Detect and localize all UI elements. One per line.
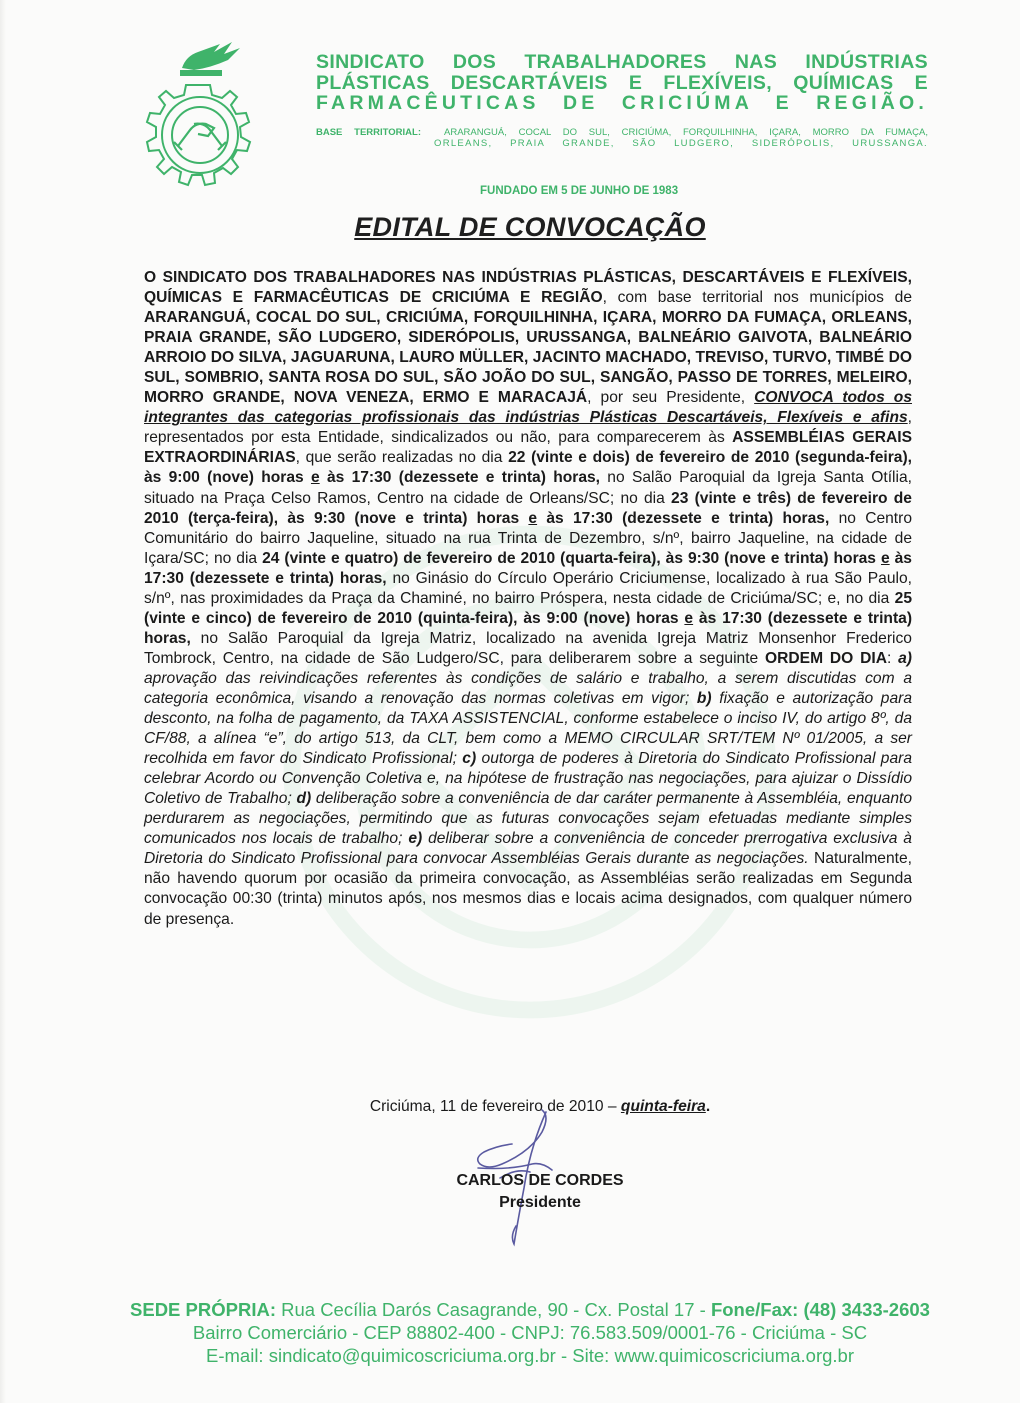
agenda-item-e-label: e): [408, 830, 423, 848]
meeting-1-location: no Salão Paroquial da Igreja Santa Otília, situado na Praça Celso Ramos, Centro na cidade de Orleans/SC; no dia: [144, 469, 912, 507]
base-territorial-label: BASE TERRITORIAL:: [316, 127, 422, 138]
agenda-item-e: deliberar sobre a conveniência de conceder prerrogativa exclusiva à Diretoria do Sindicato Profissional para convocar Assembléias Gerais durante as negociações.: [144, 830, 912, 868]
signer-role: Presidente: [499, 1194, 581, 1211]
meeting-4-time: às 17:30 (dezessete e trinta) horas,: [144, 609, 913, 647]
document-body: [144, 268, 912, 930]
meeting-4-date: 25 (vinte e cinco) de fevereiro de 2010 (quinta-feira), às 9:00 (nove) horas: [144, 589, 912, 627]
signer-block: [330, 1170, 750, 1214]
letterhead-footer: [80, 1298, 980, 1367]
page-edge-shadow: [0, 0, 6, 1403]
founded-date: FUNDADO EM 5 DE JUNHO DE 1983: [480, 185, 679, 197]
footer-headquarters-label: SEDE PRÓPRIA:: [130, 1299, 276, 1320]
date-end: .: [705, 1098, 711, 1115]
meeting-2-date: 23 (vinte e três) de fevereiro de 2010 (terça-feira), às 9:30 (nove e trinta) horas: [144, 489, 912, 527]
signer-name: CARLOS DE CORDES: [456, 1172, 624, 1189]
closing-text: Naturalmente, não havendo quorum por ocasião da primeira convocação, as Assembléias serão realizadas em Segunda convocação 00:30 (trinta) minutos após, nos mesmos dias e locais acima designados, com qualquer número de presença.: [144, 850, 912, 928]
union-logo-icon: [110, 38, 290, 208]
agenda-item-c: outorga de poderes à Diretoria do Sindicato Profissional para celebrar Acordo ou Convenção Coletiva e, na hipótese de frustração nas negociações, para ajuizar o Dissídio Coletivo de Trabalho;: [144, 750, 912, 808]
conjunction-e: e: [310, 469, 320, 487]
date-weekday: quinta-feira: [620, 1098, 706, 1115]
meeting-1-date: 22 (vinte e dois) de fevereiro de 2010 (segunda-feira), às 9:00 (nove) horas: [144, 449, 912, 487]
body-municipalities: ARARANGUÁ, COCAL DO SUL, CRICIÚMA, FORQUILHINHA, IÇARA, MORRO DA FUMAÇA, ORLEANS, PRAIA GRANDE, SÃO LUDGERO, SIDERÓPOLIS, URUSSANGA, BALNEÁRIO GAIVOTA, BALNEÁRIO ARROIO DO SILVA, JAGUARUNA, LAURO MÜLLER, JACINTO MACHADO, TREVISO, TURVO, TIMBÉ DO SUL, SOMBRIO, SANTA ROSA DO SUL, SÃO JOÃO DO SUL, SANGÃO, PASSO DE TORRES, MELEIRO, MORRO GRANDE, NOVA VENEZA, ERMO E MARACAJÁ: [144, 309, 912, 407]
agenda-item-c-label: c): [462, 750, 477, 768]
conjunction-e: e: [684, 609, 694, 627]
org-name-line-2: PLÁSTICAS DESCARTÁVEIS E FLEXÍVEIS, QUÍMICAS E: [316, 71, 928, 94]
body-text-segment: :: [886, 649, 899, 667]
body-assembly-type: ASSEMBLÉIAS GERAIS EXTRAORDINÁRIAS: [144, 429, 912, 467]
footer-address: Rua Cecília Darós Casagrande, 90 - Cx. Postal 17 -: [275, 1299, 711, 1320]
footer-line-2: Bairro Comerciário - CEP 88802-400 - CNPJ: 76.583.509/0001-76 - Criciúma - SC: [192, 1322, 868, 1343]
conjunction-e: e: [528, 509, 538, 527]
body-text-segment: , com base territorial nos municípios de: [602, 289, 912, 307]
meeting-3-time: às 17:30 (dezessete e trinta) horas,: [144, 549, 912, 587]
organization-name: [316, 52, 928, 114]
footer-line-3: E-mail: sindicato@quimicoscriciuma.org.br - Site: www.quimicoscriciuma.org.br: [206, 1345, 854, 1366]
agenda-item-d-label: d): [296, 790, 312, 808]
conjunction-e: e: [880, 549, 890, 567]
meeting-1-time: às 17:30 (dezessete e trinta) horas,: [319, 469, 601, 487]
body-text-segment: , representados por esta Entidade, sindicalizados ou não, para comparecerem às: [144, 409, 912, 447]
agenda-item-b-label: b): [696, 689, 712, 707]
body-text-segment: , por seu Presidente,: [587, 389, 755, 407]
body-text-segment: , que serão realizadas no dia: [295, 449, 509, 467]
document-title: EDITAL DE CONVOCAÇÃO: [354, 212, 706, 242]
base-territorial-cities-2: ORLEANS, PRAIA GRANDE, SÃO LUDGERO, SIDERÓPOLIS, URUSSANGA.: [434, 138, 928, 149]
agenda-heading: ORDEM DO DIA: [765, 649, 887, 667]
body-convoca-clause: CONVOCA todos os integrantes das categorias profissionais das indústrias Plásticas Descartáveis, Flexíveis e afins: [144, 389, 912, 427]
base-territorial: [316, 127, 928, 149]
agenda-item-b: fixação e autorização para desconto, na folha de pagamento, da TAXA ASSISTENCIAL, conforme estabelece o inciso IV, do artigo 8º, da CF/88, a alínea “e”, do artigo 513, da CLT, bem como a MEMO CIRCULAR SRT/TEM Nº 01/2005, a ser recolhida em favor do Sindicato Profissional;: [144, 689, 912, 768]
footer-line-1: [80, 1298, 980, 1321]
meeting-3-date: 24 (vinte e quatro) de fevereiro de 2010 (quarta-feira), às 9:30 (nove e trinta) horas: [262, 549, 881, 567]
meeting-3-location: no Ginásio do Círculo Operário Criciumense, localizado à rua São Paulo, s/nº, nas proximidades da Praça da Chaminé, no bairro Próspera, nesta cidade de Criciúma/SC; e, no dia: [144, 569, 913, 607]
meeting-4-location: no Salão Paroquial da Igreja Matriz, localizado na avenida Igreja Matriz Monsenhor Frederico Tombrock, Centro, na cidade de São Ludgero/SC, para deliberarem sobre a seguinte: [144, 629, 912, 667]
agenda-item-d: deliberação sobre a conveniência de dar caráter permanente à Assembléia, enquanto perdurarem as negociações, permitindo que as futuras convocações sejam efetuadas mediante simples comunicados nos locais de trabalho;: [144, 790, 912, 848]
footer-phone: Fone/Fax: (48) 3433-2603: [710, 1299, 930, 1320]
agenda-item-a: aprovação das reivindicações referentes às condições de salário e trabalho, a serem discutidas com a categoria econômica, visando a renovação das normas coletivas em vigor;: [144, 669, 912, 707]
org-name-line-3: FARMACÊUTICAS DE CRICIÚMA E REGIÃO.: [316, 92, 928, 114]
date-place: Criciúma, 11 de fevereiro de 2010 –: [369, 1098, 621, 1115]
agenda-item-a-label: a): [898, 649, 912, 667]
base-territorial-row-1: [316, 127, 928, 138]
body-union-name: O SINDICATO DOS TRABALHADORES NAS INDÚSTRIAS PLÁSTICAS, DESCARTÁVEIS E FLEXÍVEIS, QUÍMICAS E FARMACÊUTICAS DE CRICIÚMA E REGIÃO: [144, 269, 912, 307]
meeting-2-time: às 17:30 (dezessete e trinta) horas,: [537, 509, 830, 527]
base-territorial-cities-1: ARARANGUÁ, COCAL DO SUL, CRICIÚMA, FORQUILHINHA, IÇARA, MORRO DA FUMAÇA,: [444, 127, 928, 138]
meeting-2-location: no Centro Comunitário do bairro Jaqueline, situado na rua Trinta de Dezembro, s/nº, bairro Jaqueline, na cidade de Içara/SC; no dia: [144, 509, 912, 567]
org-name-line-1: SINDICATO DOS TRABALHADORES NAS INDÚSTRIAS: [316, 51, 928, 73]
